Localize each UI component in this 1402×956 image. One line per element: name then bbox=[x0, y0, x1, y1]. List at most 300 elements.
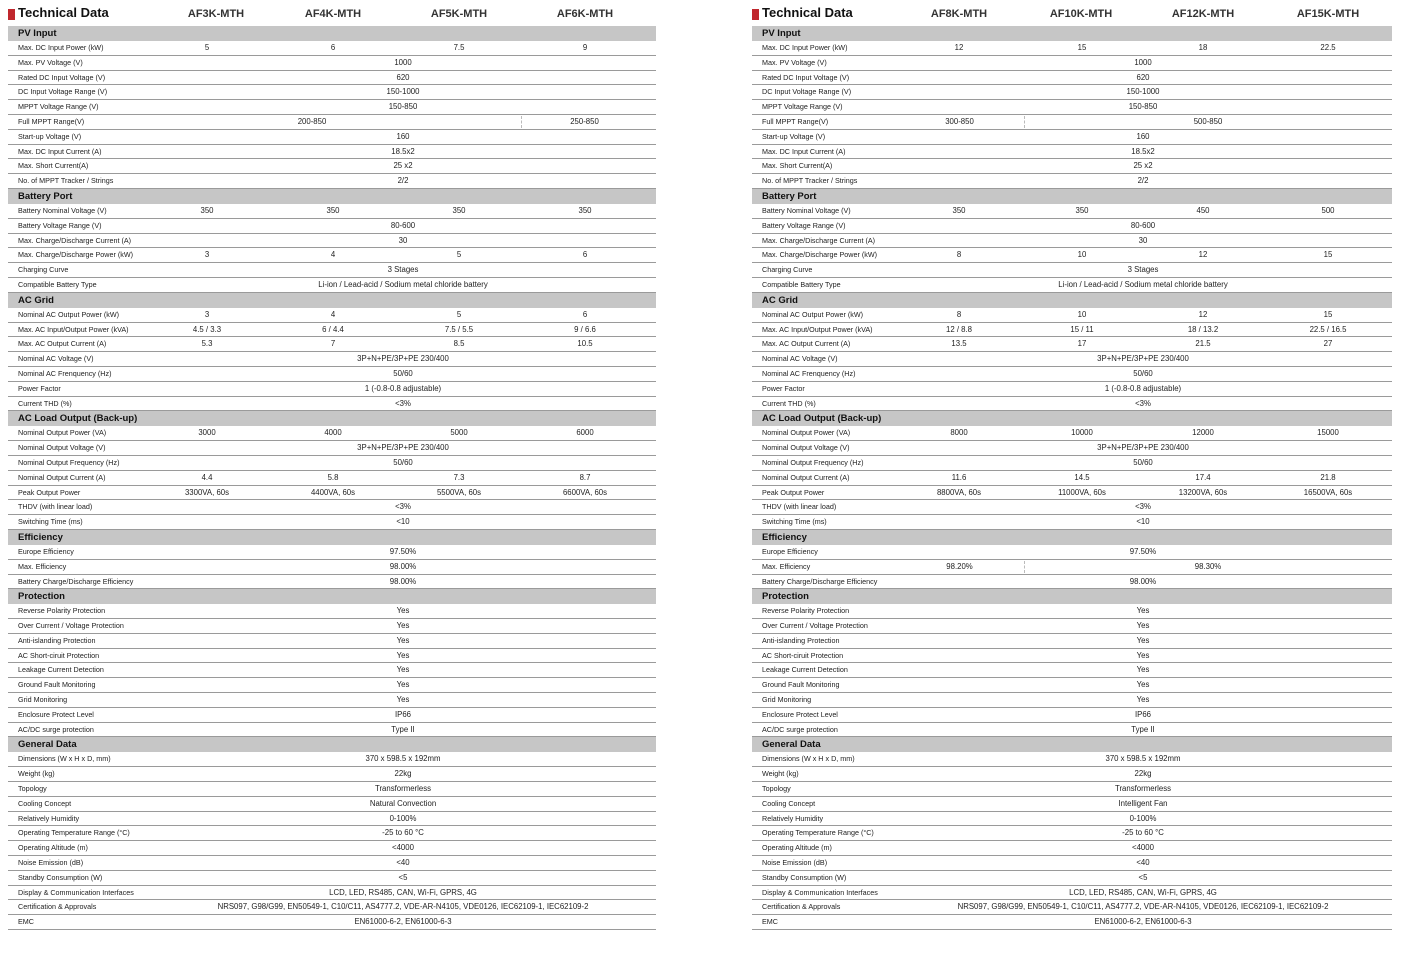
table-row bbox=[752, 352, 1392, 367]
row-value: -25 to 60 °C bbox=[1122, 828, 1164, 838]
row-value: 15 bbox=[1323, 309, 1333, 319]
row-value: 9 bbox=[582, 43, 588, 52]
row-value: 15 / 11 bbox=[1070, 324, 1094, 334]
row-value: <4000 bbox=[1132, 843, 1154, 853]
section-header: Efficiency bbox=[752, 530, 1392, 545]
row-value: 4 bbox=[330, 250, 336, 260]
row-value: 12 bbox=[1198, 309, 1208, 319]
row-label: Certification & Approvals bbox=[762, 902, 841, 912]
row-label: Relatively Humidity bbox=[18, 813, 80, 823]
table-row bbox=[8, 841, 656, 856]
table-row bbox=[8, 263, 656, 278]
table-row bbox=[8, 812, 656, 827]
row-value: 7.5 bbox=[453, 43, 465, 52]
row-label: Standby Consumption (W) bbox=[18, 872, 103, 882]
row-label: Nominal AC Output Power (kW) bbox=[762, 309, 864, 319]
row-value: Li-ion / Lead-acid / Sodium metal chloride battery bbox=[1058, 279, 1228, 289]
row-label: Nominal Output Frequency (Hz) bbox=[762, 457, 864, 467]
row-label: Max. Charge/Discharge Current (A) bbox=[18, 235, 132, 245]
table-row bbox=[8, 693, 656, 708]
row-label: Cooling Concept bbox=[18, 798, 72, 808]
row-value: 300-850 bbox=[945, 116, 974, 126]
row-value: Yes bbox=[1136, 665, 1150, 675]
row-label: Battery Voltage Range (V) bbox=[762, 220, 846, 230]
row-value: 80-600 bbox=[390, 220, 416, 230]
model-header: AF12K-MTH bbox=[1171, 8, 1235, 20]
row-value: 150-1000 bbox=[1126, 87, 1160, 97]
row-label: Max. PV Voltage (V) bbox=[762, 57, 827, 67]
table-row bbox=[8, 663, 656, 678]
table-row bbox=[8, 323, 656, 338]
table-row bbox=[8, 871, 656, 886]
row-value: 25 x2 bbox=[1133, 161, 1153, 171]
row-value: 5.8 bbox=[327, 472, 339, 482]
row-label: Leakage Current Detection bbox=[18, 665, 104, 675]
table-row bbox=[752, 575, 1392, 590]
table-row bbox=[752, 382, 1392, 397]
section-header: Battery Port bbox=[752, 189, 1392, 204]
table-row bbox=[8, 575, 656, 590]
row-value: 12000 bbox=[1192, 428, 1214, 438]
row-label: Reverse Polarity Protection bbox=[18, 606, 106, 616]
row-value: <10 bbox=[396, 517, 410, 527]
table-row bbox=[752, 500, 1392, 515]
title-marker bbox=[752, 9, 759, 20]
row-label: Noise Emission (dB) bbox=[762, 858, 828, 868]
row-value: 8800VA, 60s bbox=[936, 487, 982, 497]
row-value: 80-600 bbox=[1130, 220, 1156, 230]
row-label: EMC bbox=[18, 917, 34, 927]
table-row bbox=[8, 797, 656, 812]
row-label: Rated DC Input Voltage (V) bbox=[18, 72, 106, 82]
row-label: Battery Charge/Discharge Efficiency bbox=[18, 576, 134, 586]
table-row bbox=[752, 204, 1392, 219]
row-label: Battery Nominal Voltage (V) bbox=[18, 205, 107, 215]
table-row bbox=[8, 100, 656, 115]
row-value: 17 bbox=[1077, 339, 1087, 349]
row-label: THDV (with linear load) bbox=[762, 502, 837, 512]
row-value: 8.5 bbox=[453, 339, 465, 349]
row-value: 3 Stages bbox=[387, 265, 419, 275]
table-row bbox=[752, 619, 1392, 634]
row-value: <3% bbox=[395, 502, 411, 512]
row-label: Weight (kg) bbox=[18, 769, 55, 779]
row-label: Start-up Voltage (V) bbox=[762, 131, 826, 141]
section-header: Protection bbox=[8, 589, 656, 604]
row-value: 22.5 / 16.5 bbox=[1309, 324, 1347, 334]
row-label: Max. DC Input Power (kW) bbox=[18, 43, 104, 52]
table-row bbox=[8, 174, 656, 189]
table-row bbox=[752, 782, 1392, 797]
table-row bbox=[752, 426, 1392, 441]
row-value: 18.5x2 bbox=[391, 146, 415, 156]
table-row bbox=[752, 871, 1392, 886]
row-value: 2/2 bbox=[1137, 176, 1149, 186]
section-header: AC Grid bbox=[752, 293, 1392, 308]
table-row bbox=[8, 634, 656, 649]
row-value: IP66 bbox=[1134, 709, 1152, 719]
table-row bbox=[752, 767, 1392, 782]
table-row bbox=[752, 826, 1392, 841]
row-value: Yes bbox=[396, 621, 410, 631]
row-label: AC/DC surge protection bbox=[18, 724, 94, 734]
panel-title: Technical Data bbox=[18, 5, 109, 20]
row-value: Yes bbox=[396, 635, 410, 645]
row-value: 27 bbox=[1323, 339, 1333, 349]
row-value: 3 bbox=[204, 309, 210, 319]
panel-header bbox=[752, 0, 1392, 26]
section-header: PV Input bbox=[8, 26, 656, 41]
row-label: Operating Temperature Range (°C) bbox=[762, 828, 874, 838]
row-value: 18.5x2 bbox=[1131, 146, 1155, 156]
row-value: 10.5 bbox=[577, 339, 593, 349]
row-value: Type II bbox=[1131, 724, 1155, 734]
model-header: AF3K-MTH bbox=[187, 8, 245, 20]
row-label: Certification & Approvals bbox=[18, 902, 97, 912]
model-header: AF15K-MTH bbox=[1296, 8, 1360, 20]
row-label: DC Input Voltage Range (V) bbox=[18, 87, 108, 97]
row-value: 8000 bbox=[950, 428, 968, 438]
row-value: 3P+N+PE/3P+PE 230/400 bbox=[357, 354, 449, 364]
row-value: 8 bbox=[956, 309, 962, 319]
row-value: 350 bbox=[952, 205, 966, 215]
table-row bbox=[752, 797, 1392, 812]
row-label: Max. Charge/Discharge Power (kW) bbox=[18, 250, 134, 260]
table-row bbox=[752, 900, 1392, 915]
row-value: 98.00% bbox=[389, 561, 417, 571]
row-value: 7 bbox=[330, 339, 336, 349]
row-value: 30 bbox=[1138, 235, 1148, 245]
row-value: 98.00% bbox=[389, 576, 417, 586]
row-label: Enclosure Protect Level bbox=[18, 709, 94, 719]
table-row bbox=[752, 174, 1392, 189]
model-header: AF6K-MTH bbox=[556, 8, 614, 20]
table-row bbox=[752, 545, 1392, 560]
table-row bbox=[752, 337, 1392, 352]
row-label: Full MPPT Range(V) bbox=[762, 116, 829, 126]
spec-panel-left bbox=[8, 0, 656, 930]
table-row bbox=[752, 308, 1392, 323]
row-value: 3 bbox=[204, 250, 210, 260]
table-row bbox=[8, 130, 656, 145]
row-value: Type II bbox=[391, 724, 415, 734]
row-label: No. of MPPT Tracker / Strings bbox=[18, 176, 114, 186]
row-label: Charging Curve bbox=[18, 265, 69, 275]
row-label: Battery Voltage Range (V) bbox=[18, 220, 102, 230]
row-label: Nominal Output Frequency (Hz) bbox=[18, 457, 120, 467]
table-row bbox=[8, 915, 656, 930]
section-header: Efficiency bbox=[8, 530, 656, 545]
row-value: 8 bbox=[956, 250, 962, 260]
row-label: Standby Consumption (W) bbox=[762, 872, 847, 882]
row-label: Peak Output Power bbox=[18, 487, 81, 497]
table-row bbox=[752, 708, 1392, 723]
row-value: 500 bbox=[1321, 205, 1335, 215]
row-value: 98.30% bbox=[1194, 561, 1222, 571]
row-label: Max. AC Input/Output Power (kVA) bbox=[18, 324, 129, 334]
row-label: No. of MPPT Tracker / Strings bbox=[762, 176, 858, 186]
row-label: Battery Nominal Voltage (V) bbox=[762, 205, 851, 215]
table-row bbox=[8, 441, 656, 456]
row-value: 3000 bbox=[198, 428, 216, 438]
table-row bbox=[752, 604, 1392, 619]
row-value: <4000 bbox=[392, 843, 414, 853]
row-value: 7.5 / 5.5 bbox=[444, 324, 474, 334]
table-row bbox=[8, 382, 656, 397]
table-row bbox=[752, 515, 1392, 530]
row-label: Power Factor bbox=[18, 383, 61, 393]
row-value: 250-850 bbox=[570, 116, 599, 126]
row-label: MPPT Voltage Range (V) bbox=[18, 102, 99, 112]
table-row bbox=[752, 56, 1392, 71]
row-label: Noise Emission (dB) bbox=[18, 858, 84, 868]
row-value: 150-850 bbox=[388, 102, 418, 112]
row-value: 10000 bbox=[1071, 428, 1093, 438]
panel-header bbox=[8, 0, 656, 26]
row-value: 13200VA, 60s bbox=[1178, 487, 1228, 497]
table-row bbox=[8, 248, 656, 263]
row-value: Transformerless bbox=[1114, 784, 1172, 794]
row-value: 22kg bbox=[394, 769, 412, 779]
row-value: 3P+N+PE/3P+PE 230/400 bbox=[1097, 443, 1189, 453]
row-label: Max. DC Input Current (A) bbox=[762, 146, 846, 156]
row-label: Max. AC Input/Output Power (kVA) bbox=[762, 324, 873, 334]
row-label: Max. Charge/Discharge Current (A) bbox=[762, 235, 876, 245]
row-value: 10 bbox=[1077, 250, 1087, 260]
row-value: Li-ion / Lead-acid / Sodium metal chloride battery bbox=[318, 279, 488, 289]
table-row bbox=[752, 85, 1392, 100]
row-label: Start-up Voltage (V) bbox=[18, 131, 82, 141]
table-row bbox=[8, 545, 656, 560]
table-row bbox=[8, 678, 656, 693]
row-value: 11.6 bbox=[951, 472, 967, 482]
row-value: Yes bbox=[1136, 680, 1150, 690]
row-value: 4400VA, 60s bbox=[310, 487, 356, 497]
row-value: 4.5 / 3.3 bbox=[192, 324, 222, 334]
row-label: Max. Short Current(A) bbox=[762, 161, 833, 171]
row-label: Enclosure Protect Level bbox=[762, 709, 838, 719]
row-value: 1 (-0.8-0.8 adjustable) bbox=[364, 383, 442, 393]
row-label: Dimensions (W x H x D, mm) bbox=[762, 754, 855, 764]
row-value: 98.00% bbox=[1129, 576, 1157, 586]
table-row bbox=[752, 752, 1392, 767]
row-value: LCD, LED, RS485, CAN, Wi-Fi, GPRS, 4G bbox=[329, 887, 477, 897]
section-header: AC Load Output (Back-up) bbox=[752, 411, 1392, 426]
row-value: 97.50% bbox=[389, 546, 417, 556]
row-label: Dimensions (W x H x D, mm) bbox=[18, 754, 111, 764]
row-label: Topology bbox=[762, 784, 791, 794]
row-value: 5 bbox=[204, 43, 210, 52]
section-header: PV Input bbox=[752, 26, 1392, 41]
row-label: Compatible Battery Type bbox=[18, 279, 97, 289]
row-label: Over Current / Voltage Protection bbox=[762, 621, 868, 631]
row-value: 50/60 bbox=[393, 368, 413, 378]
row-value: EN61000-6-2, EN61000-6-3 bbox=[354, 917, 452, 927]
table-row bbox=[8, 85, 656, 100]
row-value: 350 bbox=[1075, 205, 1089, 215]
row-value: 18 bbox=[1198, 43, 1208, 52]
table-row bbox=[8, 397, 656, 412]
row-label: Peak Output Power bbox=[762, 487, 825, 497]
section-header: General Data bbox=[8, 737, 656, 752]
model-header: AF5K-MTH bbox=[430, 8, 488, 20]
row-label: Nominal AC Voltage (V) bbox=[762, 354, 838, 364]
row-label: Rated DC Input Voltage (V) bbox=[762, 72, 850, 82]
row-value: <3% bbox=[1135, 398, 1151, 408]
row-value: 1000 bbox=[394, 57, 412, 67]
row-value: 0-100% bbox=[389, 813, 417, 823]
row-value: <5 bbox=[398, 872, 408, 882]
table-row bbox=[8, 56, 656, 71]
row-value: EN61000-6-2, EN61000-6-3 bbox=[1094, 917, 1192, 927]
row-value: Transformerless bbox=[374, 784, 432, 794]
row-value: 6 bbox=[582, 250, 588, 260]
row-value: Yes bbox=[396, 665, 410, 675]
row-value: 450 bbox=[1196, 205, 1210, 215]
table-row bbox=[8, 367, 656, 382]
column-divider bbox=[1024, 116, 1025, 128]
row-label: Nominal Output Power (VA) bbox=[762, 428, 851, 438]
row-value: 50/60 bbox=[1133, 457, 1153, 467]
row-label: Operating Altitude (m) bbox=[18, 843, 88, 853]
table-row bbox=[752, 159, 1392, 174]
table-row bbox=[752, 886, 1392, 901]
row-value: 160 bbox=[1136, 131, 1150, 141]
row-value: 3P+N+PE/3P+PE 230/400 bbox=[1097, 354, 1189, 364]
table-row bbox=[752, 634, 1392, 649]
row-label: Current THD (%) bbox=[762, 398, 816, 408]
row-value: 98.20% bbox=[946, 561, 973, 571]
table-row bbox=[752, 278, 1392, 293]
row-value: 6 bbox=[582, 309, 588, 319]
row-label: Max. Charge/Discharge Power (kW) bbox=[762, 250, 878, 260]
section-header: AC Grid bbox=[8, 293, 656, 308]
row-value: 350 bbox=[326, 205, 340, 215]
row-label: EMC bbox=[762, 917, 778, 927]
table-row bbox=[8, 71, 656, 86]
row-label: THDV (with linear load) bbox=[18, 502, 93, 512]
table-row bbox=[8, 708, 656, 723]
table-row bbox=[8, 604, 656, 619]
table-row bbox=[8, 426, 656, 441]
row-label: Display & Communication Interfaces bbox=[18, 887, 134, 897]
row-label: Ground Fault Monitoring bbox=[762, 680, 840, 690]
row-value: 5 bbox=[456, 250, 462, 260]
table-row bbox=[752, 367, 1392, 382]
table-row bbox=[752, 441, 1392, 456]
row-value: 160 bbox=[396, 131, 410, 141]
row-value: 350 bbox=[452, 205, 466, 215]
table-row bbox=[752, 456, 1392, 471]
row-value: 8.7 bbox=[579, 472, 591, 482]
table-row bbox=[752, 649, 1392, 664]
row-value: 11000VA, 60s bbox=[1058, 487, 1106, 497]
row-label: Max. PV Voltage (V) bbox=[18, 57, 83, 67]
table-row bbox=[8, 752, 656, 767]
row-label: Leakage Current Detection bbox=[762, 665, 848, 675]
table-row bbox=[8, 486, 656, 501]
table-row bbox=[752, 145, 1392, 160]
row-label: Over Current / Voltage Protection bbox=[18, 621, 124, 631]
row-value: 15 bbox=[1323, 250, 1333, 260]
row-label: Nominal Output Current (A) bbox=[18, 472, 106, 482]
model-header: AF4K-MTH bbox=[304, 8, 362, 20]
row-label: Max. AC Output Current (A) bbox=[762, 339, 851, 349]
row-value: 10 bbox=[1077, 309, 1087, 319]
row-value: 13.5 bbox=[951, 339, 967, 349]
table-row bbox=[752, 723, 1392, 738]
row-label: Operating Altitude (m) bbox=[762, 843, 832, 853]
table-row bbox=[752, 812, 1392, 827]
row-label: Nominal Output Power (VA) bbox=[18, 428, 107, 438]
model-header: AF8K-MTH bbox=[930, 8, 988, 20]
row-label: Max. DC Input Current (A) bbox=[18, 146, 102, 156]
table-row bbox=[8, 41, 656, 56]
column-divider bbox=[521, 116, 522, 128]
row-value: <3% bbox=[1135, 502, 1151, 512]
row-label: Max. Efficiency bbox=[18, 561, 67, 571]
table-row bbox=[8, 471, 656, 486]
table-row bbox=[752, 397, 1392, 412]
row-value: 6000 bbox=[576, 428, 594, 438]
table-row bbox=[8, 234, 656, 249]
table-row bbox=[752, 841, 1392, 856]
row-label: Max. DC Input Power (kW) bbox=[762, 43, 848, 52]
row-value: 17.4 bbox=[1195, 472, 1211, 482]
spec-table bbox=[752, 26, 1392, 930]
table-row bbox=[8, 352, 656, 367]
row-value: 4 bbox=[330, 309, 336, 319]
table-row bbox=[8, 337, 656, 352]
row-value: 370 x 598.5 x 192mm bbox=[1105, 754, 1181, 764]
row-value: 200-850 bbox=[297, 116, 327, 126]
table-row bbox=[752, 248, 1392, 263]
table-row bbox=[752, 560, 1392, 575]
row-value: <40 bbox=[1136, 858, 1150, 868]
row-value: -25 to 60 °C bbox=[382, 828, 424, 838]
row-value: Yes bbox=[1136, 695, 1150, 705]
row-value: Natural Convection bbox=[369, 798, 437, 808]
row-value: 18 / 13.2 bbox=[1187, 324, 1219, 334]
row-value: 5 bbox=[456, 309, 462, 319]
row-label: Switching Time (ms) bbox=[762, 517, 827, 527]
row-label: Nominal AC Frenquency (Hz) bbox=[762, 368, 856, 378]
row-label: MPPT Voltage Range (V) bbox=[762, 102, 843, 112]
row-value: <10 bbox=[1136, 517, 1150, 527]
table-row bbox=[8, 560, 656, 575]
table-row bbox=[8, 649, 656, 664]
section-header: AC Load Output (Back-up) bbox=[8, 411, 656, 426]
table-row bbox=[752, 663, 1392, 678]
table-row bbox=[752, 130, 1392, 145]
table-row bbox=[8, 456, 656, 471]
row-label: Europe Efficiency bbox=[762, 546, 818, 556]
row-value: Yes bbox=[396, 695, 410, 705]
row-value: 620 bbox=[396, 72, 410, 82]
row-value: 6 bbox=[330, 43, 336, 52]
row-value: 12 bbox=[954, 43, 964, 52]
panel-title: Technical Data bbox=[762, 5, 853, 20]
row-value: 500-850 bbox=[1193, 116, 1223, 126]
row-label: Topology bbox=[18, 784, 47, 794]
row-value: 370 x 598.5 x 192mm bbox=[365, 754, 441, 764]
table-row bbox=[8, 782, 656, 797]
row-label: Europe Efficiency bbox=[18, 546, 74, 556]
table-row bbox=[752, 234, 1392, 249]
row-value: 3P+N+PE/3P+PE 230/400 bbox=[357, 443, 449, 453]
table-row bbox=[752, 678, 1392, 693]
table-row bbox=[8, 767, 656, 782]
